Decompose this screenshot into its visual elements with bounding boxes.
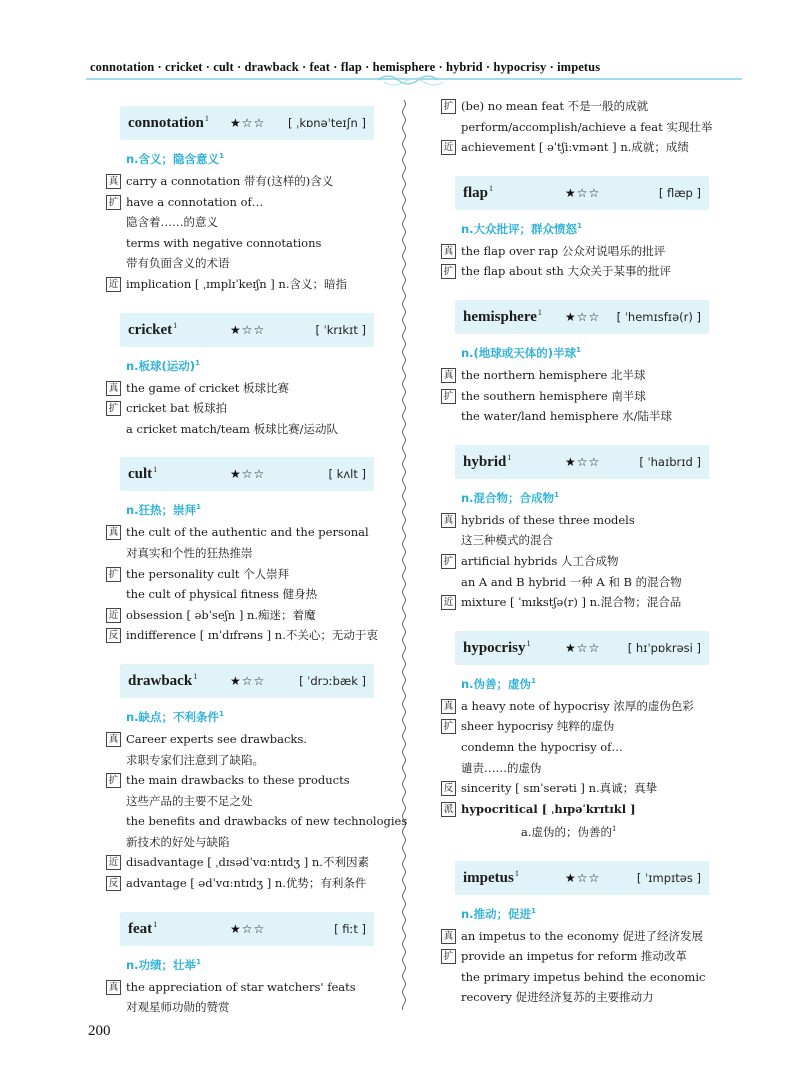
- entry-line-tagged: [441, 946, 741, 967]
- label-tag-真: 真: [441, 929, 456, 944]
- line-text: 对观星师功勋的赞赏: [126, 1000, 230, 1015]
- line-text: hybrids of these three models: [461, 512, 635, 527]
- sense-superscript: 1: [576, 346, 581, 355]
- entry-line: [106, 233, 406, 254]
- entry-line-tagged: [106, 398, 406, 419]
- phonetic: [ hɪˈpɒkrəsi ]: [627, 640, 701, 655]
- sense-definition: [461, 490, 741, 506]
- entry-line-tagged: [106, 605, 406, 626]
- entry-line-tagged: [441, 386, 741, 407]
- line-text: cricket bat 板球拍: [126, 401, 228, 416]
- entry-line: [106, 750, 406, 771]
- entry-line-tagged: [106, 378, 406, 399]
- line-text: a heavy note of hypocrisy 浓厚的虚伪色彩: [461, 698, 694, 713]
- difficulty-stars: ★☆☆: [230, 921, 266, 936]
- headword-superscript: 1: [489, 183, 494, 193]
- entry-hybrid: [441, 427, 741, 613]
- sense-text: n.含义；隐含意义: [126, 152, 220, 166]
- label-tag-真: 真: [106, 980, 121, 995]
- entry-line: [441, 987, 741, 1008]
- line-text: artificial hybrids 人工合成物: [461, 553, 619, 568]
- label-tag-扩: 扩: [106, 195, 121, 210]
- entry-line: [106, 543, 406, 564]
- phonetic: [ ˈkrɪkɪt ]: [315, 322, 366, 337]
- entry-line: [106, 584, 406, 605]
- headword-superscript: 1: [153, 465, 158, 475]
- line-text: the southern hemisphere 南半球: [461, 388, 646, 403]
- difficulty-stars: ★☆☆: [230, 467, 266, 482]
- difficulty-stars: ★☆☆: [565, 454, 601, 469]
- entry-hypocrisy: [441, 613, 741, 843]
- headword-box: [455, 176, 709, 210]
- entry-line: [441, 967, 741, 988]
- sense-text: n.推动；促进: [461, 906, 532, 921]
- line-text: the cult of physical fitness 健身热: [126, 587, 318, 602]
- line-text: 谴责……的虚伪: [461, 760, 542, 775]
- sense-definition: [461, 221, 741, 237]
- headword: [463, 639, 531, 657]
- label-tag-扩: 扩: [441, 389, 456, 404]
- label-tag-扩: 扩: [441, 554, 456, 569]
- headword-superscript: 1: [193, 671, 198, 681]
- label-tag-真: 真: [106, 381, 121, 396]
- headword-text: hemisphere: [463, 308, 537, 325]
- difficulty-stars: ★☆☆: [565, 309, 601, 324]
- sense-definition: [126, 151, 406, 167]
- entry-line-tagged: [106, 625, 406, 646]
- entry-line: [441, 737, 741, 758]
- headword-box: [455, 631, 709, 665]
- phonetic: [ kʌlt ]: [328, 467, 366, 482]
- entry-line-tagged: [441, 778, 741, 799]
- line-text: the benefits and drawbacks of new technologies: [126, 814, 408, 829]
- headword-box: [455, 861, 709, 895]
- sense-definition: [126, 502, 406, 518]
- line-text: sincerity [ sɪnˈserəti ] n.真诚；真挚: [461, 781, 658, 796]
- headword: [463, 453, 511, 471]
- entry-line: [441, 572, 741, 593]
- headword: [128, 465, 157, 483]
- entry-drawback: [106, 646, 406, 894]
- sense-superscript: 1: [196, 957, 201, 966]
- entry-line-tagged: [106, 192, 406, 213]
- sense-superscript: 1: [554, 490, 559, 499]
- label-tag-真: 真: [441, 513, 456, 528]
- label-tag-扩: 扩: [441, 99, 456, 114]
- entry-line: [441, 758, 741, 779]
- difficulty-stars: ★☆☆: [230, 322, 266, 337]
- label-tag-近: 近: [106, 608, 121, 623]
- label-tag-真: 真: [106, 525, 121, 540]
- label-tag-扩: 扩: [441, 719, 456, 734]
- line-text: obsession [ əbˈseʃn ] n.痴迷；着魔: [126, 607, 316, 622]
- entry-line: [106, 832, 406, 853]
- entry-line-tagged: [441, 926, 741, 947]
- entry-line-tagged: [106, 171, 406, 192]
- difficulty-stars: ★☆☆: [565, 640, 601, 655]
- line-text: a cricket match/team 板球比赛/运动队: [126, 421, 338, 436]
- headword-superscript: 1: [173, 320, 178, 330]
- label-tag-反: 反: [106, 876, 121, 891]
- sense-definition: [461, 676, 741, 692]
- headword-text: drawback: [128, 672, 193, 689]
- entry-line-tagged: [441, 241, 741, 262]
- entry-hemisphere: [441, 282, 741, 427]
- entry-line-tagged: [106, 852, 406, 873]
- label-tag-近: 近: [106, 277, 121, 292]
- sense-text: n.功绩；壮举: [126, 957, 197, 972]
- line-text: carry a connotation 带有(这样的)含义: [126, 174, 334, 188]
- line-text: 这些产品的主要不足之处: [126, 793, 253, 808]
- sense-superscript: 1: [531, 906, 536, 915]
- label-tag-真: 真: [441, 244, 456, 259]
- label-tag-派: 派: [441, 802, 456, 817]
- line-text: the primary impetus behind the economic: [461, 969, 706, 984]
- line-text: terms with negative connotations: [126, 235, 322, 250]
- line-text: the personality cult 个人崇拜: [126, 566, 290, 581]
- headword-box: [120, 313, 374, 347]
- line-text: disadvantage [ ˌdɪsədˈvɑːntɪdʒ ] n.不利因素: [126, 855, 369, 870]
- difficulty-stars: ★☆☆: [565, 870, 601, 885]
- label-tag-真: 真: [106, 732, 121, 747]
- sense-text: n.大众批评；群众愤怒: [461, 221, 578, 236]
- entry-line-tagged: [441, 96, 741, 117]
- headword-text: cricket: [128, 321, 173, 338]
- line-text: recovery 促进经济复苏的主要推动力: [461, 990, 654, 1005]
- headword: [128, 321, 177, 339]
- sense-definition: [461, 906, 741, 922]
- headword: [128, 672, 197, 690]
- sense-superscript: 1: [196, 503, 201, 512]
- entry-line: [441, 117, 741, 138]
- label-tag-真: 真: [106, 174, 121, 189]
- sense-definition: [126, 957, 406, 973]
- entry-line: [441, 819, 741, 842]
- headword-box: [120, 664, 374, 698]
- line-text: 隐含着……的意义: [126, 215, 218, 230]
- headword-superscript: 1: [153, 919, 158, 929]
- entry-line: [106, 811, 406, 832]
- phonetic: [ fiːt ]: [334, 921, 366, 936]
- label-tag-近: 近: [441, 140, 456, 155]
- line-text: the water/land hemisphere 水/陆半球: [461, 409, 673, 424]
- line-text: 带有负面含义的术语: [126, 256, 230, 271]
- line-text: hypocritical [ ˌhɪpəˈkrɪtɪkl ]: [461, 801, 636, 816]
- difficulty-stars: ★☆☆: [230, 116, 266, 130]
- headword-superscript: 1: [526, 638, 531, 648]
- label-tag-反: 反: [441, 781, 456, 796]
- entry-line-tagged: [441, 716, 741, 737]
- line-text: indifference [ ɪnˈdɪfrəns ] n.不关心；无动于衷: [126, 628, 378, 643]
- line-superscript: 1: [612, 825, 617, 834]
- headword-text: hybrid: [463, 453, 507, 470]
- phonetic: [ ˈdrɔːbæk ]: [299, 673, 366, 688]
- line-text: achievement [ əˈtʃiːvmənt ] n.成就；成绩: [461, 140, 689, 155]
- entry-line: [106, 253, 406, 274]
- label-tag-扩: 扩: [441, 264, 456, 279]
- line-text: the cult of the authentic and the personal: [126, 525, 369, 540]
- headword-text: hypocrisy: [463, 639, 526, 656]
- phonetic: [ ˌkɒnəˈteɪʃn ]: [288, 116, 366, 130]
- sense-superscript: 1: [195, 358, 200, 367]
- headword-text: impetus: [463, 869, 514, 886]
- phonetic: [ ˈhaɪbrɪd ]: [639, 454, 701, 469]
- line-text: condemn the hypocrisy of…: [461, 739, 623, 754]
- phonetic: [ flæp ]: [658, 185, 701, 200]
- entry-line-tagged: [441, 551, 741, 572]
- label-tag-近: 近: [106, 855, 121, 870]
- headword-box: [455, 445, 709, 479]
- headword-text: connotation: [128, 115, 204, 131]
- headword: [463, 869, 519, 887]
- headword: [463, 184, 493, 202]
- entry-line-tagged: [106, 770, 406, 791]
- entry-line-tagged: [441, 696, 741, 717]
- sense-text: n.(地球或天体的)半球: [461, 345, 577, 360]
- entry-line-tagged: [441, 365, 741, 386]
- page-number: 200: [88, 1023, 111, 1039]
- line-text: (be) no mean feat 不是一般的成就: [461, 99, 649, 113]
- sense-text: n.缺点；不利条件: [126, 709, 220, 724]
- sense-definition: [126, 358, 406, 374]
- sense-definition: [126, 709, 406, 725]
- line-text: the flap about sth 大众关于某事的批评: [461, 264, 671, 279]
- entry-line-tagged: [106, 274, 406, 295]
- sense-text: n.伪善；虚伪: [461, 676, 532, 691]
- sense-superscript: 1: [531, 676, 536, 685]
- headword-box: [455, 300, 709, 334]
- entry-line: [106, 419, 406, 440]
- difficulty-stars: ★☆☆: [230, 673, 266, 688]
- line-text: the main drawbacks to these products: [126, 773, 350, 788]
- line-text: have a connotation of…: [126, 194, 264, 209]
- line-text: implication [ ˌɪmplɪˈkeɪʃn ] n.含义；暗指: [126, 276, 347, 291]
- label-tag-近: 近: [441, 595, 456, 610]
- entry-impetus: [441, 843, 741, 1008]
- entry-cult: [106, 439, 406, 646]
- entry-line-tagged: [441, 510, 741, 531]
- entry-line-tagged: [441, 592, 741, 613]
- headword-box: [120, 912, 374, 946]
- entry-line-tagged: [106, 729, 406, 750]
- line-text: 新技术的好处与缺陷: [126, 834, 230, 849]
- headword: [128, 114, 209, 132]
- label-tag-反: 反: [106, 628, 121, 643]
- sense-text: n.板球(运动): [126, 358, 196, 373]
- headword-superscript: 1: [204, 114, 209, 123]
- label-tag-真: 真: [441, 368, 456, 383]
- sense-superscript: 1: [219, 710, 224, 719]
- entry-feat: [106, 894, 406, 1018]
- entry-line: [106, 791, 406, 812]
- label-tag-扩: 扩: [441, 949, 456, 964]
- entry-line: [106, 212, 406, 233]
- entry-flap: [441, 158, 741, 282]
- line-text: perform/accomplish/achieve a feat 实现壮举: [461, 119, 713, 134]
- phonetic: [ ˈɪmpɪtəs ]: [636, 870, 701, 885]
- label-tag-扩: 扩: [106, 773, 121, 788]
- line-text: provide an impetus for reform 推动改革: [461, 949, 687, 964]
- headword-superscript: 1: [537, 307, 542, 317]
- running-header: connotation · cricket · cult · drawback · feat · flap · hemisphere · hybrid · hypocrisy · impetus: [90, 60, 601, 74]
- headword-box: [120, 106, 374, 140]
- line-text: advantage [ ədˈvɑːntɪdʒ ] n.优势；有利条件: [126, 876, 367, 891]
- entry-line-tagged: [106, 522, 406, 543]
- line-text: Career experts see drawbacks.: [126, 731, 307, 746]
- sense-text: n.混合物；合成物: [461, 490, 555, 505]
- label-tag-扩: 扩: [106, 401, 121, 416]
- label-tag-扩: 扩: [106, 567, 121, 582]
- entry-line-tagged: [106, 564, 406, 585]
- line-text: mixture [ ˈmɪkstʃə(r) ] n.混合物；混合品: [461, 595, 682, 610]
- sense-superscript: 1: [219, 152, 224, 161]
- entry-cricket: [106, 295, 406, 440]
- headword-text: flap: [463, 184, 489, 201]
- phonetic: [ ˈhemɪsfɪə(r) ]: [616, 309, 701, 324]
- entry-line-tagged: [106, 977, 406, 998]
- headword-box: [120, 457, 374, 491]
- label-tag-真: 真: [441, 699, 456, 714]
- line-text: 对真实和个性的狂热推崇: [126, 545, 253, 560]
- headword: [463, 308, 542, 326]
- difficulty-stars: ★☆☆: [565, 185, 601, 200]
- entry-line: [106, 997, 406, 1018]
- entry-line: [441, 406, 741, 427]
- headword-superscript: 1: [507, 452, 512, 462]
- line-text: the flap over rap 公众对说唱乐的批评: [461, 243, 666, 258]
- line-text: the game of cricket 板球比赛: [126, 380, 290, 395]
- line-text: an impetus to the economy 促进了经济发展: [461, 928, 703, 943]
- entry-line-tagged: [441, 799, 741, 820]
- headword: [128, 920, 157, 938]
- headword-text: cult: [128, 466, 153, 483]
- entry-line-tagged: [441, 261, 741, 282]
- entry-line-tagged: [106, 873, 406, 894]
- entry-connotation: [106, 100, 406, 295]
- feat-continued: [441, 96, 741, 158]
- line-text: 这三种模式的混合: [461, 533, 553, 548]
- left-column: [106, 100, 406, 1018]
- sense-text: n.狂热；崇拜: [126, 503, 197, 518]
- right-column: [441, 100, 741, 1008]
- header-ornament: [376, 70, 446, 88]
- sense-definition: [461, 345, 741, 361]
- line-text: the northern hemisphere 北半球: [461, 367, 646, 382]
- headword-superscript: 1: [514, 868, 519, 878]
- line-text: the appreciation of star watchers' feats: [126, 979, 356, 994]
- line-text: a.虚伪的；伪善的: [521, 825, 613, 840]
- headword-text: feat: [128, 920, 153, 937]
- entry-line: [441, 530, 741, 551]
- entry-line-tagged: [441, 137, 741, 158]
- line-text: an A and B hybrid 一种 A 和 B 的混合物: [461, 574, 682, 589]
- sense-superscript: 1: [577, 221, 582, 230]
- line-text: sheer hypocrisy 纯粹的虚伪: [461, 719, 615, 734]
- line-text: 求职专家们注意到了缺陷。: [126, 752, 264, 767]
